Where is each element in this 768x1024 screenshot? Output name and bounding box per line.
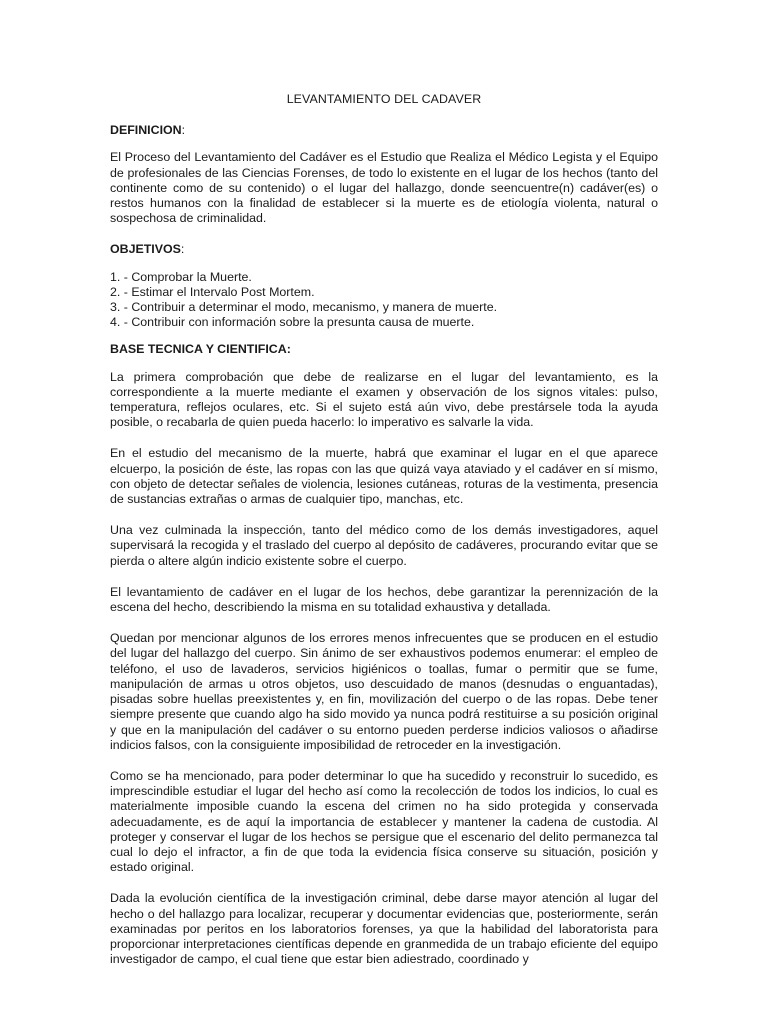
objective-item: 3. - Contribuir a determinar el modo, mecanismo, y manera de muerte. — [110, 300, 498, 315]
document-title: LEVANTAMIENTO DEL CADAVER — [286, 92, 482, 106]
objectives-heading-label: OBJETIVOS — [110, 242, 181, 257]
objective-item: 1. - Comprobar la Muerte. — [110, 269, 252, 284]
base-paragraph: Una vez culminada la inspección, tanto del médico como de los demás investigadores, aquel supervisará la recogida y el traslado del cuerpo al depósito de cadáveres, procurando evitar que se pierda o altere algún indicio existente sobre el cuerpo. — [110, 523, 658, 568]
definition-heading — [110, 123, 658, 138]
objectives-heading — [110, 242, 658, 257]
definition-heading-colon: : — [181, 123, 186, 138]
objective-item: 4. - Contribuir con información sobre la presunta causa de muerte. — [110, 315, 475, 330]
objective-item: 2. - Estimar el Intervalo Post Mortem. — [110, 284, 315, 299]
objectives-list — [110, 270, 658, 331]
definition-paragraph: El Proceso del Levantamiento del Cadáver es el Estudio que Realiza el Médico Legista y el Equipo de profesionales de las Ciencias Forenses, de todo lo existente en el lugar de los hechos (tanto del continente como de su contenido) o el lugar del hallazgo, donde seencuentre(n) cadáver(es) o restos humanos con la finalidad de establecer si la muerte es de etiología violenta, natural o sospechosa de criminalidad. — [110, 150, 658, 226]
base-paragraph: El levantamiento de cadáver en el lugar de los hechos, debe garantizar la perennización de la escena del hecho, describiendo la misma en su totalidad exhaustiva y detallada. — [110, 584, 658, 615]
definition-heading-label: DEFINICION — [110, 123, 182, 138]
base-paragraph: Dada la evolución científica de la investigación criminal, debe darse mayor atención al lugar del hecho o del hallazgo para localizar, recuperar y documentar evidencias que, posteriormente, serán examinadas por peritos en los laboratorios forenses, ya que la habilidad del laboratorista para proporcionar interpretaciones científicas depende en granmedida de un trabajo eficiente del equipo investigador de campo, el cual tiene que estar bien adiestrado, coordinado y — [110, 891, 658, 967]
base-paragraph: Quedan por mencionar algunos de los errores menos infrecuentes que se producen en el estudio del lugar del hallazgo del cuerpo. Sin ánimo de ser exhaustivos podemos enumerar: el empleo de teléfono, el uso de lavaderos, servicios higiénicos o toallas, fumar o permitir que se fume, manipulación de armas u otros objetos, uso descuidado de manos (desnudas o enguantadas), pisadas sobre huellas preexistentes y, en fin, movilización del cuerpo o de las ropas. Debe tener siempre presente que cuando algo ha sido movido ya nunca podrá restituirse a su posición original y que en la manipulación del cadáver o su entorno pueden perderse indicios valiosos o añadirse indicios falsos, con la consiguiente imposibilidad de retroceder en la investigación. — [110, 631, 658, 752]
base-heading-label: BASE TECNICA Y CIENTIFICA: — [110, 342, 291, 357]
objectives-heading-colon: : — [180, 242, 185, 257]
base-paragraph: En el estudio del mecanismo de la muerte, habrá que examinar el lugar en el que aparece elcuerpo, la posición de éste, las ropas con las que quizá vaya ataviado y el cadáver en sí mismo, con objeto de detectar señales de violencia, lesiones cutáneas, roturas de la vestimenta, presencia de sustancias extrañas o armas de cualquier tipo, manchas, etc. — [110, 446, 658, 507]
base-paragraph: La primera comprobación que debe de realizarse en el lugar del levantamiento, es la correspondiente a la muerte mediante el examen y observación de los signos vitales: pulso, temperatura, reflejos oculares, etc. Si el sujeto está aún vivo, debe prestársele toda la ayuda posible, o recabarla de quien pueda hacerlo: lo imperativo es salvarle la vida. — [110, 369, 658, 430]
base-heading — [110, 342, 658, 357]
base-paragraph: Como se ha mencionado, para poder determinar lo que ha sucedido y reconstruir lo sucedido, es imprescindible estudiar el lugar del hecho así como la recolección de todos los indicios, lo cual es materialmente imposible cuando la escena del crimen no ha sido protegida y conservada adecuadamente, es de aquí la importancia de establecer y mantener la cadena de custodia. Al proteger y conservar el lugar de los hechos se persigue que el escenario del delito permanezca tal cual lo dejo el infractor, a fin de que toda la evidencia física conserve su situación, posición y estado original. — [110, 768, 658, 875]
